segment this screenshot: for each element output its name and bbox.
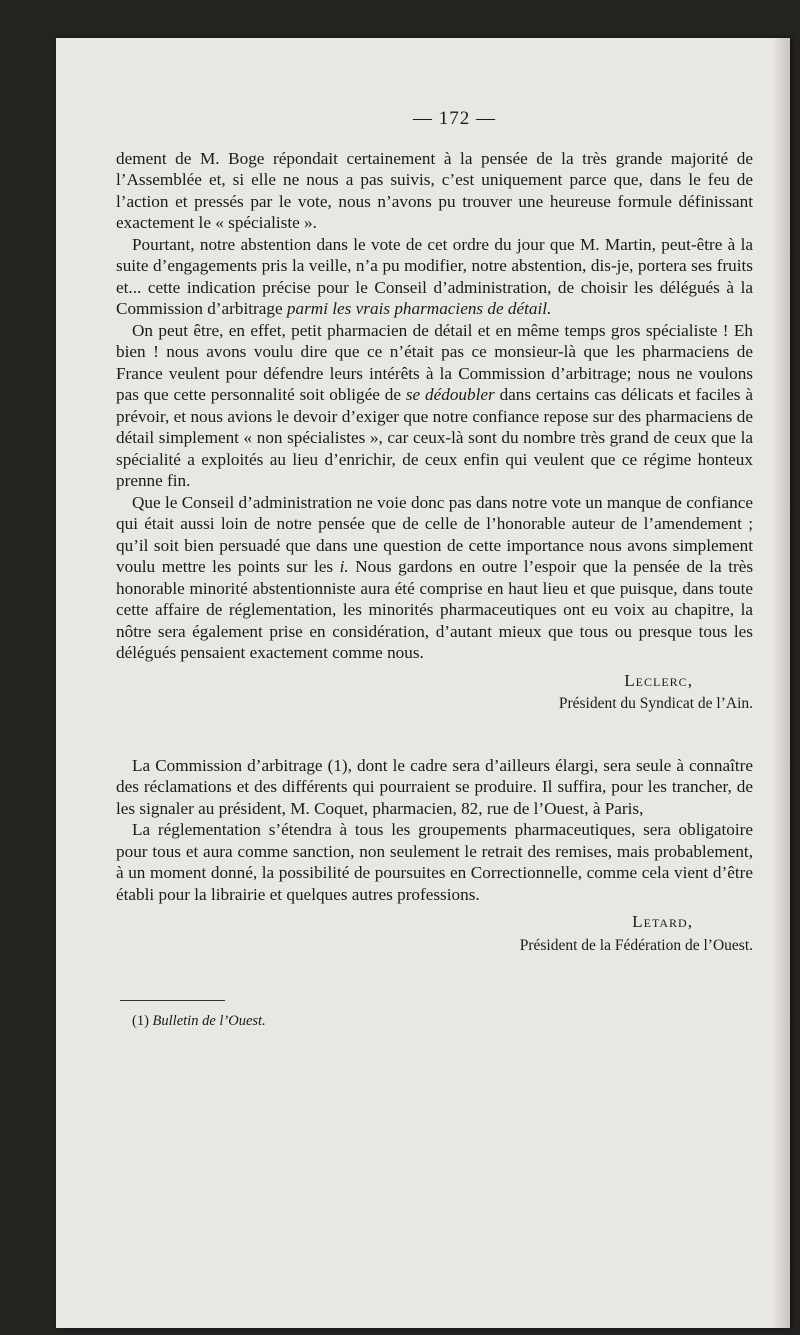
italic-text: se dédoubler	[405, 385, 495, 404]
section-gap	[116, 715, 753, 755]
signature-name: Leclerc,	[624, 670, 693, 690]
page-number: — 172 —	[413, 108, 496, 129]
page-edge-shadow	[772, 38, 790, 1328]
paragraph	[116, 320, 753, 492]
signature-name: Letard,	[632, 912, 693, 931]
footnote-rule	[120, 1000, 225, 1001]
paragraph-text: dans certains cas délicats et faciles à prévoir, et nous avions le devoir d’exiger que notre confiance repose sur des pharmaciens de détail simplement « non spécialistes », car ceux-là sont du nombre très grand de ceux que la spécialité a exploités au lieu d’enrichir, de ceux enfin qui veulent que ce régime honteux prenne fin.	[116, 385, 753, 490]
italic-text: parmi les vrais pharmaciens de détail.	[286, 299, 552, 318]
paragraph: La Commission d’arbitrage (1), dont le cadre sera d’ailleurs élargi, sera seule à connaître des réclamations et des différents qui pourraient se produire. Il suffira, pour les trancher, de les signaler au président, M. Coquet, pharmacien, 82, rue de l’Ouest, à Paris,	[116, 755, 753, 818]
footnote-text: Bulletin de l’Ouest.	[152, 1013, 266, 1029]
paragraph-text: Que le Conseil d’administration ne voie donc pas dans notre vote un manque de confiance qui était aussi loin de notre pensée que de celle de l’honorable auteur de l’amendement ; qu’il soit bien persuadé que dans une question de cette importance nous avons simplement voulu mettre les points sur les	[116, 492, 753, 576]
paragraph-text: Pourtant, notre abstention dans le vote de cet ordre du jour que M. Martin, peut-être à la suite d’engagements pris la veille, n’a pu modifier, notre abstention, dis-je, portera ses fruits et... cette indication précise pour le Conseil d’administration, de choisir les délégués à la Commission d’arbitrage	[116, 234, 753, 318]
footnote	[116, 1011, 753, 1033]
paragraph	[116, 492, 753, 664]
paragraph: La réglementation s’étendra à tous les groupements pharmaceutiques, sera obligatoire pour tous et aura comme sanction, non seulement le retrait des remises, mais probablement, à un moment donné, la possibilité de poursuites en Correctionnelle, comme cela vient d’être établi pour la librairie et quelques autres professions.	[116, 820, 753, 904]
paragraph-text: Nous gardons en outre l’espoir que la pensée de la très honorable minorité abstentionniste aura été comprise en haut lieu et que puisque, dans toute cette affaire de réglementation, les minorités pharmaceutiques ont eu voix au chapitre, la nôtre sera également prise en considération, d’autant mieux que tous ou presque tous les délégués pensaient exactement comme nous.	[116, 557, 754, 662]
footnote-marker: (1)	[132, 1013, 149, 1029]
page-content	[116, 108, 753, 1033]
signature-title: Président du Syndicat de l’Ain.	[558, 695, 753, 712]
signature-title: Président de la Fédération de l’Ouest.	[519, 936, 753, 954]
italic-text: i.	[339, 557, 349, 576]
paragraph-text: On peut être, en effet, petit pharmacien de détail et en même temps gros spécialiste ! Eh bien ! nous avons voulu dire que ce n’était pas ce monsieur-là que les pharmaciens de France veulent pour défendre leurs intérêts à la Commission d’arbitrage; nous ne voulons pas que cette personnalité soit obligée de	[116, 320, 753, 404]
paragraph: dement de M. Boge répondait certainement à la pensée de la très grande majorité de l’Assemblée et, si elle ne nous a pas suivis, c’est uniquement parce que, dans le feu de l’action et pressés par le vote, nous n’avons pu trouver une heureuse formule définissant exactement le « spécialiste ».	[116, 148, 753, 232]
paragraph	[116, 234, 753, 320]
